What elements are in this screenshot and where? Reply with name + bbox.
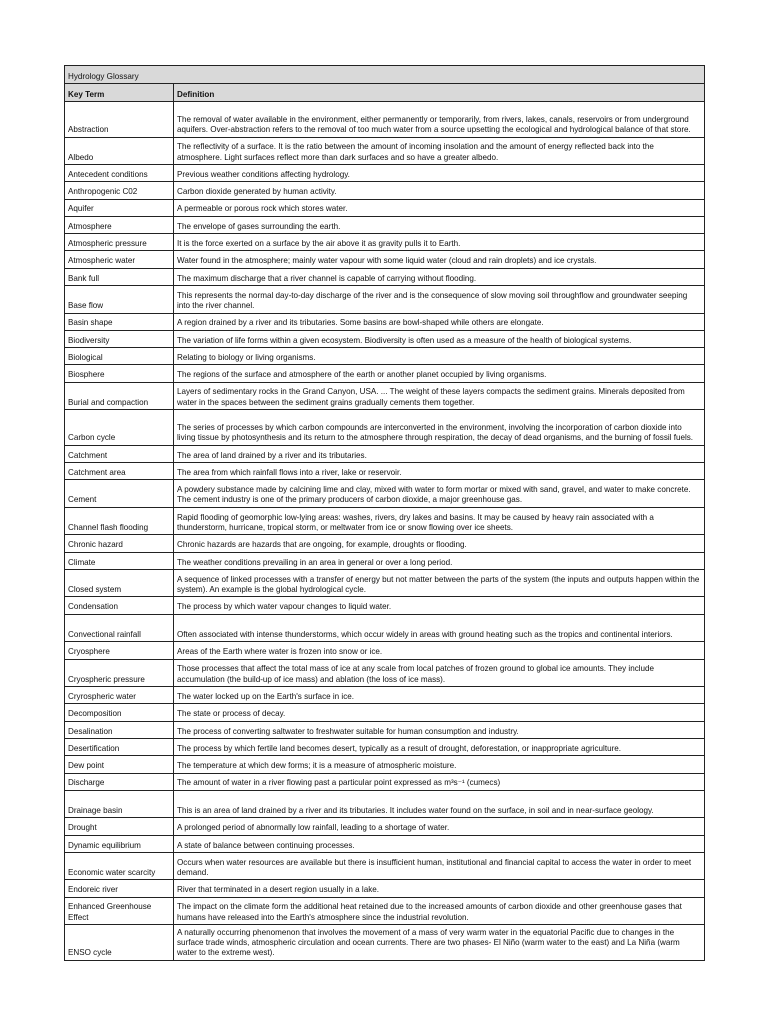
definition-cell: The weather conditions prevailing in an area in general or over a long period. xyxy=(174,552,705,569)
definition-cell: The amount of water in a river flowing past a particular point expressed as m³s⁻¹ (cumecs) xyxy=(174,773,705,790)
table-row xyxy=(65,234,705,251)
table-row xyxy=(65,790,705,818)
key-term-cell: Drainage basin xyxy=(65,790,174,818)
key-term-cell: Convectional rainfall xyxy=(65,614,174,642)
table-row xyxy=(65,445,705,462)
definition-cell: The process by which fertile land becomes desert, typically as a result of drought, deforestation, or inappropriate agriculture. xyxy=(174,738,705,755)
key-term-cell: Basin shape xyxy=(65,313,174,330)
definition-cell: River that terminated in a desert region usually in a lake. xyxy=(174,880,705,897)
definition-cell: The temperature at which dew forms; it is a measure of atmospheric moisture. xyxy=(174,756,705,773)
key-term-cell: Abstraction xyxy=(65,102,174,138)
table-row xyxy=(65,721,705,738)
table-title: Hydrology Glossary xyxy=(65,66,705,84)
definition-cell: Layers of sedimentary rocks in the Grand Canyon, USA. ... The weight of these layers compacts the sediment grains. Minerals deposited from water in the spaces between the sediment grains gradually cements them together. xyxy=(174,382,705,410)
glossary-body xyxy=(65,102,705,961)
table-row xyxy=(65,818,705,835)
definition-cell: Often associated with intense thunderstorms, which occur widely in areas with ground heating such as the tropics and continental interiors. xyxy=(174,614,705,642)
key-term-cell: Discharge xyxy=(65,773,174,790)
table-row xyxy=(65,897,705,925)
key-term-cell: Atmospheric pressure xyxy=(65,234,174,251)
definition-cell: Previous weather conditions affecting hydrology. xyxy=(174,165,705,182)
table-row xyxy=(65,535,705,552)
definition-cell: The regions of the surface and atmosphere of the earth or another planet occupied by living organisms. xyxy=(174,365,705,382)
key-term-cell: Dew point xyxy=(65,756,174,773)
table-row xyxy=(65,687,705,704)
definition-cell: It is the force exerted on a surface by the air above it as gravity pulls it to Earth. xyxy=(174,234,705,251)
definition-cell: A powdery substance made by calcining lime and clay, mixed with water to form mortar or mixed with sand, gravel, and water to make concrete. The cement industry is one of the primary producers of carbon dioxide, a major greenhouse gas. xyxy=(174,480,705,508)
table-row xyxy=(65,410,705,446)
key-term-cell: Chronic hazard xyxy=(65,535,174,552)
key-term-cell: Catchment xyxy=(65,445,174,462)
key-term-cell: Climate xyxy=(65,552,174,569)
table-row xyxy=(65,286,705,314)
key-term-cell: Bank full xyxy=(65,268,174,285)
key-term-cell: Carbon cycle xyxy=(65,410,174,446)
table-row xyxy=(65,925,705,961)
definition-cell: The process by which water vapour changes to liquid water. xyxy=(174,597,705,614)
header-row xyxy=(65,84,705,102)
definition-cell: A prolonged period of abnormally low rainfall, leading to a shortage of water. xyxy=(174,818,705,835)
definition-cell: The removal of water available in the environment, either permanently or temporarily, from rivers, lakes, canals, reservoirs or from underground aquifers. Over-abstraction refers to the removal of too much water from a source upsetting the ecological and hydrological balance of that store. xyxy=(174,102,705,138)
definition-cell: Occurs when water resources are available but there is insufficient human, institutional and financial capital to access the water in order to meet demand. xyxy=(174,852,705,880)
key-term-cell: Atmospheric water xyxy=(65,251,174,268)
key-term-cell: Desalination xyxy=(65,721,174,738)
key-term-cell: Cryospheric pressure xyxy=(65,659,174,687)
table-row xyxy=(65,569,705,597)
key-term-cell: Cryrospheric water xyxy=(65,687,174,704)
key-term-cell: Economic water scarcity xyxy=(65,852,174,880)
key-term-cell: Channel flash flooding xyxy=(65,507,174,535)
table-row xyxy=(65,251,705,268)
table-row xyxy=(65,756,705,773)
table-row xyxy=(65,738,705,755)
key-term-cell: Dynamic equilibrium xyxy=(65,835,174,852)
table-row xyxy=(65,216,705,233)
definition-cell: The state or process of decay. xyxy=(174,704,705,721)
definition-cell: The area of land drained by a river and its tributaries. xyxy=(174,445,705,462)
key-term-cell: Enhanced Greenhouse Effect xyxy=(65,897,174,925)
key-term-cell: Catchment area xyxy=(65,463,174,480)
key-term-cell: Base flow xyxy=(65,286,174,314)
definition-cell: A naturally occurring phenomenon that involves the movement of a mass of very warm water in the equatorial Pacific due to changes in the surface trade winds, atmospheric circulation and ocean currents. There are two phases- El Niño (warm water to the east) and La Niña (warm water to the extreme west). xyxy=(174,925,705,961)
definition-cell: Areas of the Earth where water is frozen into snow or ice. xyxy=(174,642,705,659)
definition-cell: The process of converting saltwater to freshwater suitable for human consumption and industry. xyxy=(174,721,705,738)
table-row xyxy=(65,102,705,138)
column-header-key-term: Key Term xyxy=(65,84,174,102)
table-row xyxy=(65,313,705,330)
definition-cell: This is an area of land drained by a river and its tributaries. It includes water found on the surface, in soil and in near-surface geology. xyxy=(174,790,705,818)
table-row xyxy=(65,463,705,480)
definition-cell: Chronic hazards are hazards that are ongoing, for example, droughts or flooding. xyxy=(174,535,705,552)
table-row xyxy=(65,704,705,721)
table-row xyxy=(65,165,705,182)
table-row xyxy=(65,199,705,216)
definition-cell: A permeable or porous rock which stores water. xyxy=(174,199,705,216)
definition-cell: Those processes that affect the total mass of ice at any scale from local patches of frozen ground to global ice amounts. They include accumulation (the build-up of ice mass) and ablation (the loss of ice mass). xyxy=(174,659,705,687)
table-row xyxy=(65,365,705,382)
definition-cell: The envelope of gases surrounding the earth. xyxy=(174,216,705,233)
key-term-cell: Condensation xyxy=(65,597,174,614)
key-term-cell: Drought xyxy=(65,818,174,835)
table-row xyxy=(65,268,705,285)
table-row xyxy=(65,659,705,687)
definition-cell: A region drained by a river and its tributaries. Some basins are bowl-shaped while others are elongate. xyxy=(174,313,705,330)
table-row xyxy=(65,330,705,347)
definition-cell: A state of balance between continuing processes. xyxy=(174,835,705,852)
key-term-cell: ENSO cycle xyxy=(65,925,174,961)
table-row xyxy=(65,552,705,569)
table-row xyxy=(65,382,705,410)
definition-cell: The area from which rainfall flows into a river, lake or reservoir. xyxy=(174,463,705,480)
table-row xyxy=(65,642,705,659)
definition-cell: The impact on the climate form the additional heat retained due to the increased amounts of carbon dioxide and other greenhouse gases that humans have released into the Earth's atmosphere since the industrial revolution. xyxy=(174,897,705,925)
table-row xyxy=(65,773,705,790)
table-row xyxy=(65,137,705,165)
key-term-cell: Antecedent conditions xyxy=(65,165,174,182)
title-row xyxy=(65,66,705,84)
glossary-table xyxy=(64,65,705,961)
table-row xyxy=(65,182,705,199)
key-term-cell: Decomposition xyxy=(65,704,174,721)
key-term-cell: Albedo xyxy=(65,137,174,165)
definition-cell: Water found in the atmosphere; mainly water vapour with some liquid water (cloud and rain droplets) and ice crystals. xyxy=(174,251,705,268)
key-term-cell: Cryosphere xyxy=(65,642,174,659)
key-term-cell: Burial and compaction xyxy=(65,382,174,410)
key-term-cell: Endoreic river xyxy=(65,880,174,897)
key-term-cell: Closed system xyxy=(65,569,174,597)
definition-cell: Carbon dioxide generated by human activity. xyxy=(174,182,705,199)
table-row xyxy=(65,348,705,365)
key-term-cell: Anthropogenic C02 xyxy=(65,182,174,199)
definition-cell: This represents the normal day-to-day discharge of the river and is the consequence of slow moving soil throughflow and groundwater seeping into the river channel. xyxy=(174,286,705,314)
definition-cell: The maximum discharge that a river channel is capable of carrying without flooding. xyxy=(174,268,705,285)
key-term-cell: Biosphere xyxy=(65,365,174,382)
definition-cell: The water locked up on the Earth's surface in ice. xyxy=(174,687,705,704)
table-row xyxy=(65,480,705,508)
definition-cell: Rapid flooding of geomorphic low-lying areas: washes, rivers, dry lakes and basins. It may be caused by heavy rain associated with a thunderstorm, hurricane, tropical storm, or meltwater from ice or snow flowing over ice sheets. xyxy=(174,507,705,535)
table-row xyxy=(65,880,705,897)
definition-cell: Relating to biology or living organisms. xyxy=(174,348,705,365)
table-row xyxy=(65,597,705,614)
key-term-cell: Desertification xyxy=(65,738,174,755)
column-header-definition: Definition xyxy=(174,84,705,102)
key-term-cell: Aquifer xyxy=(65,199,174,216)
key-term-cell: Atmosphere xyxy=(65,216,174,233)
key-term-cell: Biodiversity xyxy=(65,330,174,347)
key-term-cell: Cement xyxy=(65,480,174,508)
key-term-cell: Biological xyxy=(65,348,174,365)
definition-cell: A sequence of linked processes with a transfer of energy but not matter between the parts of the system (the inputs and outputs happen within the system). An example is the global hydrological cycle. xyxy=(174,569,705,597)
definition-cell: The reflectivity of a surface. It is the ratio between the amount of incoming insolation and the amount of energy reflected back into the atmosphere. Light surfaces reflect more than dark surfaces and so have a greater albedo. xyxy=(174,137,705,165)
table-row xyxy=(65,614,705,642)
table-row xyxy=(65,507,705,535)
definition-cell: The variation of life forms within a given ecosystem. Biodiversity is often used as a measure of the health of biological systems. xyxy=(174,330,705,347)
definition-cell: The series of processes by which carbon compounds are interconverted in the environment, involving the incorporation of carbon dioxide into living tissue by photosynthesis and its return to the atmosphere through respiration, the decay of dead organisms, and the burning of fossil fuels. xyxy=(174,410,705,446)
table-row xyxy=(65,835,705,852)
table-row xyxy=(65,852,705,880)
